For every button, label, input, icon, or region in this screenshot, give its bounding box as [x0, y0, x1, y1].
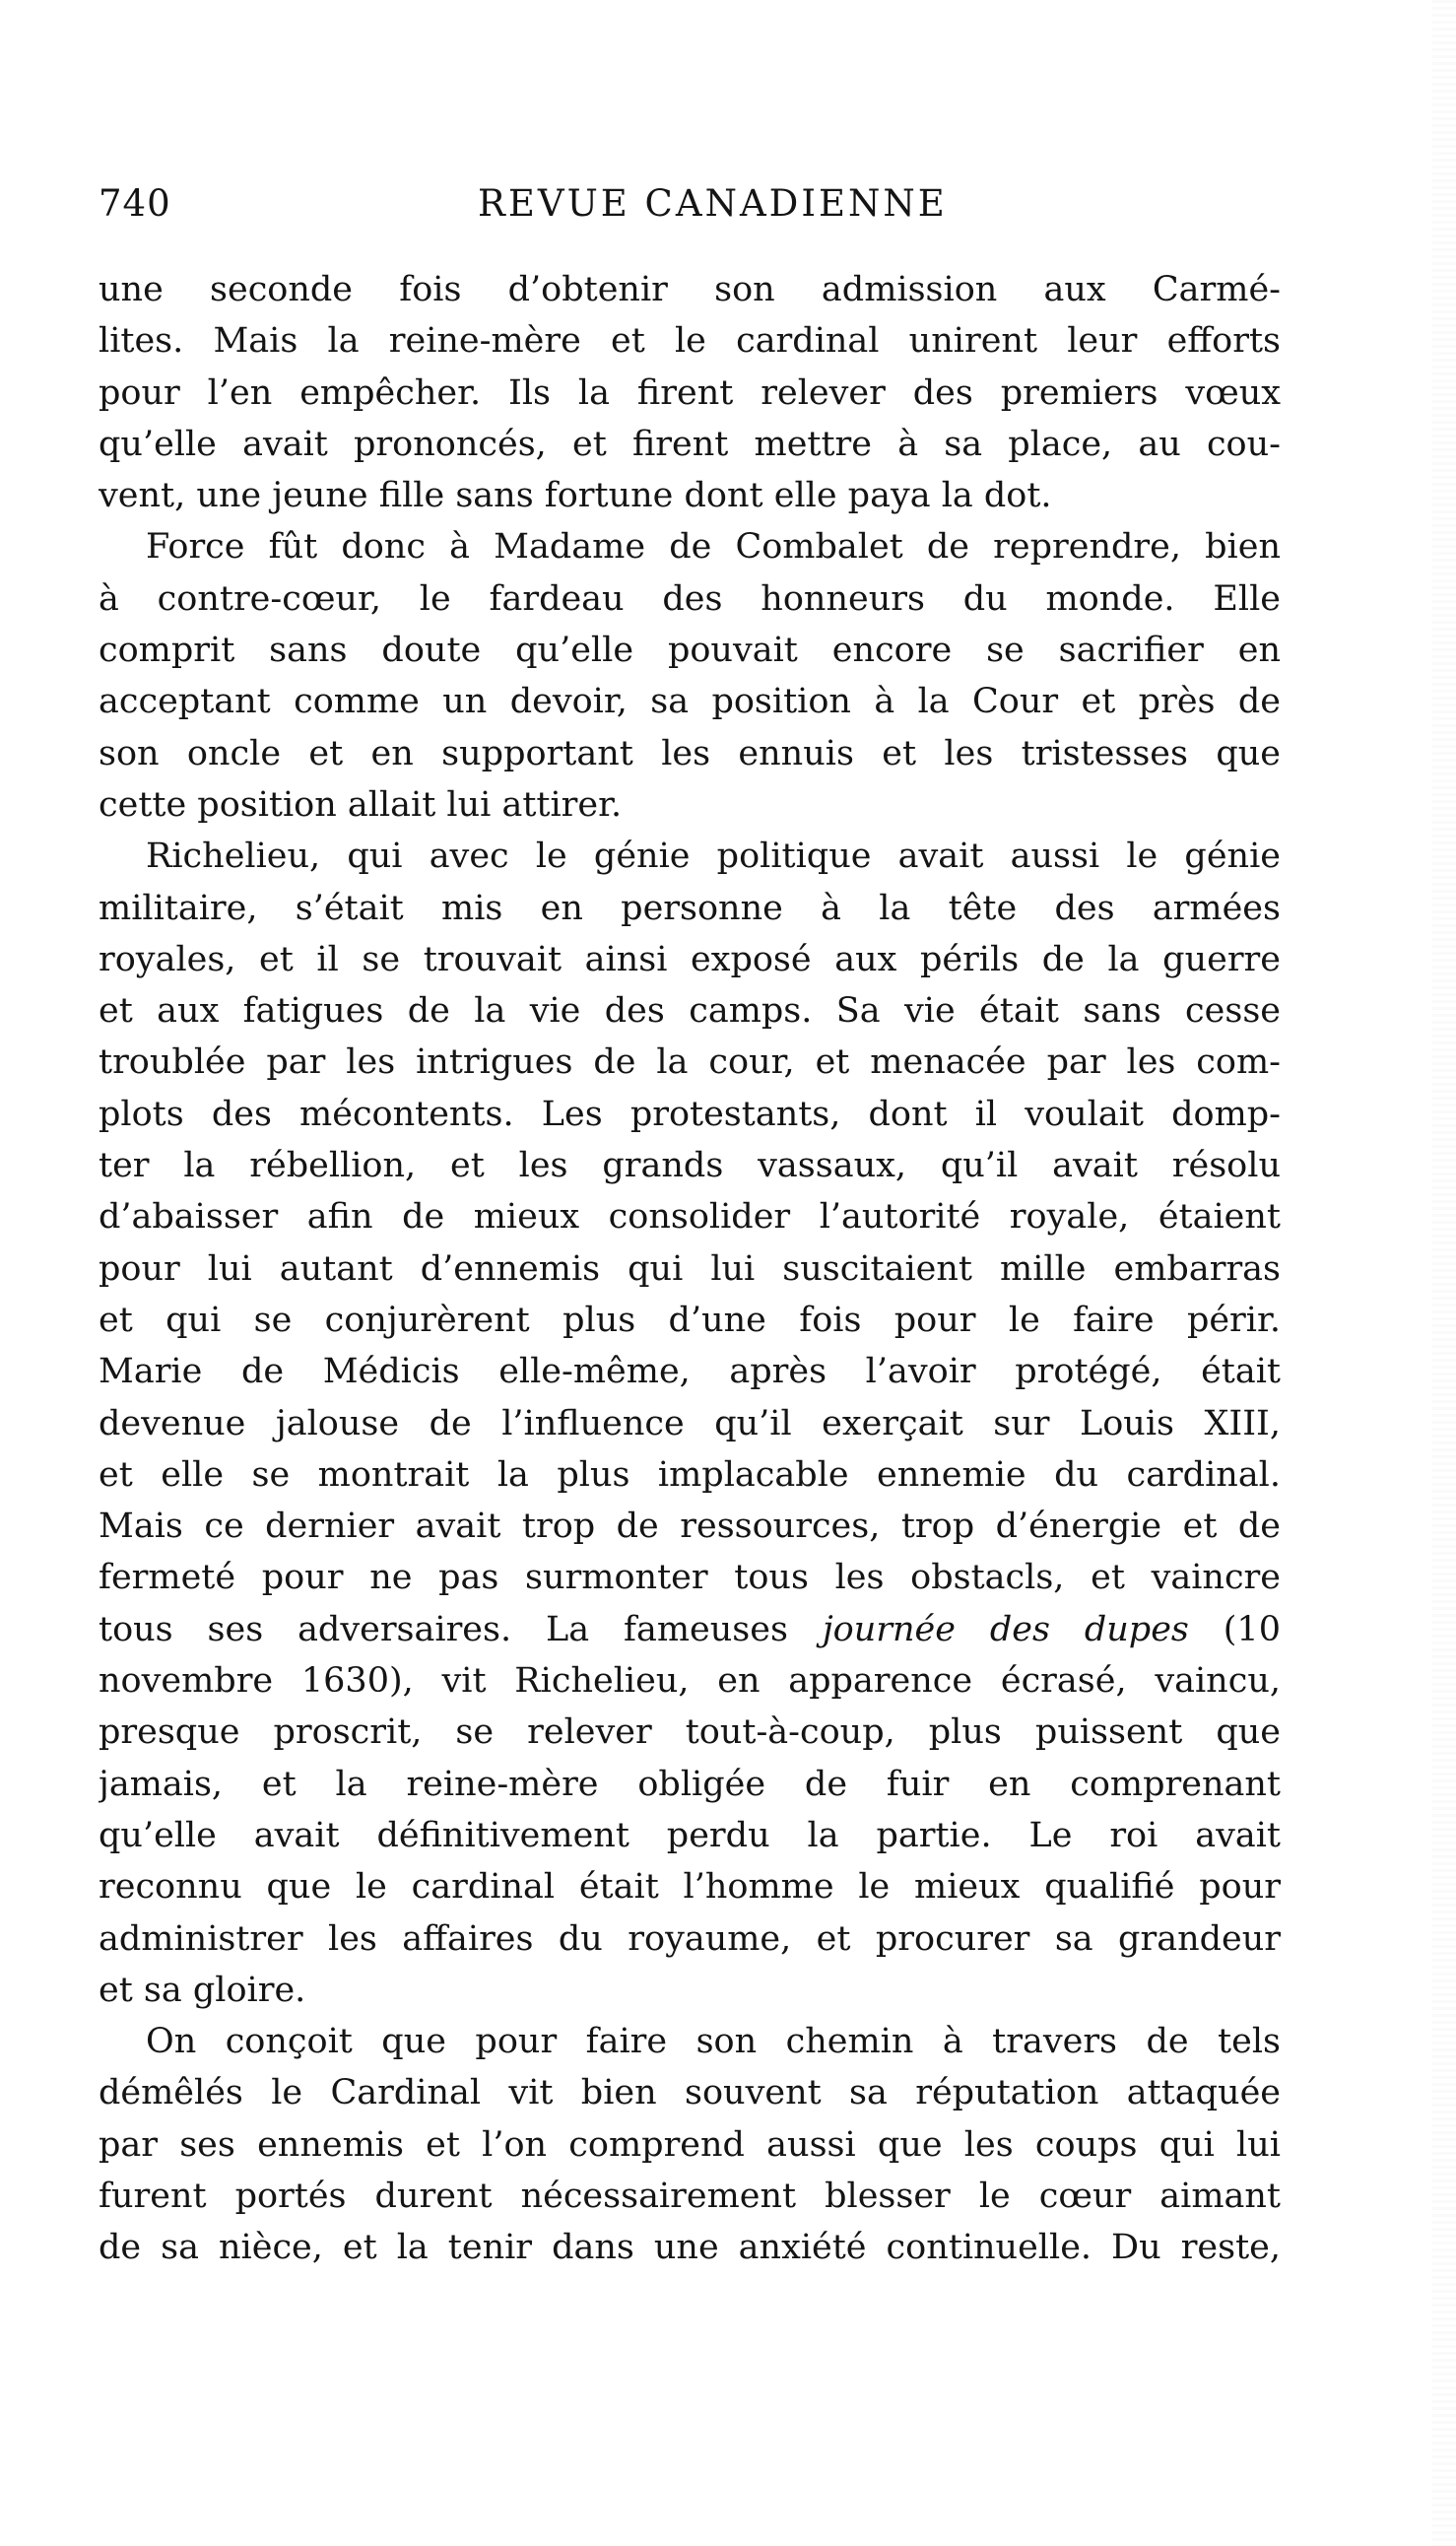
text-line: cette position allait lui attirer. — [99, 784, 623, 825]
paragraph — [99, 264, 1281, 521]
text-line: et elle se montrait la plus implacable ennemie du cardinal. — [99, 1454, 1281, 1495]
text-line: On conçoit que pour faire son chemin à travers de tels — [146, 2022, 1281, 2062]
paragraph — [99, 521, 1281, 831]
text-segment: tous ses adversaires. La fameuses — [99, 1609, 788, 1649]
text-line: son oncle et en supportant les ennuis et les tristesses que — [99, 733, 1281, 773]
text-line: de sa nièce, et la tenir dans une anxiété continuelle. Du reste, — [99, 2228, 1281, 2268]
text-line: jamais, et la reine-mère obligée de fuir en comprenant — [99, 1764, 1281, 1804]
text-line: d’abaisser afin de mieux consolider l’autorité royale, étaient — [99, 1197, 1281, 1238]
text-line: qu’elle avait prononcés, et firent mettre à sa place, au cou- — [99, 424, 1281, 464]
text-line: et qui se conjurèrent plus d’une fois pour le faire périr. — [99, 1300, 1281, 1340]
text-line: Mais ce dernier avait trop de ressources, trop d’énergie et de — [99, 1507, 1281, 1547]
paragraph — [99, 831, 1281, 2016]
body-text — [99, 264, 1281, 2274]
text-line: comprit sans doute qu’elle pouvait encore se sacrifier en — [99, 631, 1281, 671]
text-segment: (10 — [1223, 1609, 1281, 1649]
page-header — [99, 179, 1281, 238]
text-line: et aux fatigues de la vie des camps. Sa vie était sans cesse — [99, 991, 1281, 1032]
text-line: par ses ennemis et l’on comprend aussi que les coups qui lui — [99, 2124, 1281, 2165]
text-line: fermeté pour ne pas surmonter tous les obstacls, et vaincre — [99, 1558, 1281, 1598]
text-line: lites. Mais la reine-mère et le cardinal unirent leur efforts — [99, 321, 1281, 362]
running-head: REVUE CANADIENNE — [478, 182, 948, 225]
text-line: pour lui autant d’ennemis qui lui suscitaient mille embarras — [99, 1248, 1281, 1289]
text-line: vent, une jeune fille sans fortune dont elle paya la dot. — [99, 476, 1052, 516]
text-line: militaire, s’était mis en personne à la tête des armées — [99, 888, 1281, 928]
text-line: acceptant comme un devoir, sa position à la Cour et près de — [99, 682, 1281, 722]
text-line: Force fût donc à Madame de Combalet de reprendre, bien — [146, 527, 1281, 568]
text-line: démêlés le Cardinal vit bien souvent sa réputation attaquée — [99, 2073, 1281, 2113]
text-line: administrer les affaires du royaume, et procurer sa grandeur — [99, 1918, 1281, 1959]
paragraph — [99, 2016, 1281, 2273]
text-line: Marie de Médicis elle-même, après l’avoir protégé, était — [99, 1352, 1281, 1392]
text-line: Richelieu, qui avec le génie politique avait aussi le génie — [146, 837, 1281, 877]
text-line: royales, et il se trouvait ainsi exposé aux périls de la guerre — [99, 939, 1281, 979]
page-number: 740 — [99, 182, 171, 225]
italic-phrase: journée des dupes — [822, 1609, 1189, 1649]
text-line: reconnu que le cardinal était l’homme le mieux qualifié pour — [99, 1867, 1281, 1908]
text-line: novembre 1630), vit Richelieu, en apparence écrasé, vaincu, — [99, 1661, 1281, 1702]
text-line: plots des mécontents. Les protestants, dont il voulait domp- — [99, 1094, 1281, 1134]
text-line: à contre-cœur, le fardeau des honneurs du monde. Elle — [99, 578, 1281, 619]
scan-edge-noise — [1432, 0, 1456, 2546]
text-line: une seconde fois d’obtenir son admission aux Carmé- — [99, 270, 1281, 309]
text-line-with-italic — [99, 1604, 1281, 1655]
text-line: ter la rébellion, et les grands vassaux, qu’il avait résolu — [99, 1146, 1281, 1186]
text-line: devenue jalouse de l’influence qu’il exerçait sur Louis XIII, — [99, 1403, 1281, 1443]
text-line: presque proscrit, se relever tout-à-coup, plus puissent que — [99, 1712, 1281, 1753]
text-line: pour l’en empêcher. Ils la firent relever des premiers vœux — [99, 372, 1281, 413]
text-line: et sa gloire. — [99, 1970, 306, 2010]
text-line: furent portés durent nécessairement blesser le cœur aimant — [99, 2176, 1281, 2216]
text-line: troublée par les intrigues de la cour, et menacée par les com- — [99, 1042, 1281, 1083]
text-line: qu’elle avait définitivement perdu la partie. Le roi avait — [99, 1815, 1281, 1855]
